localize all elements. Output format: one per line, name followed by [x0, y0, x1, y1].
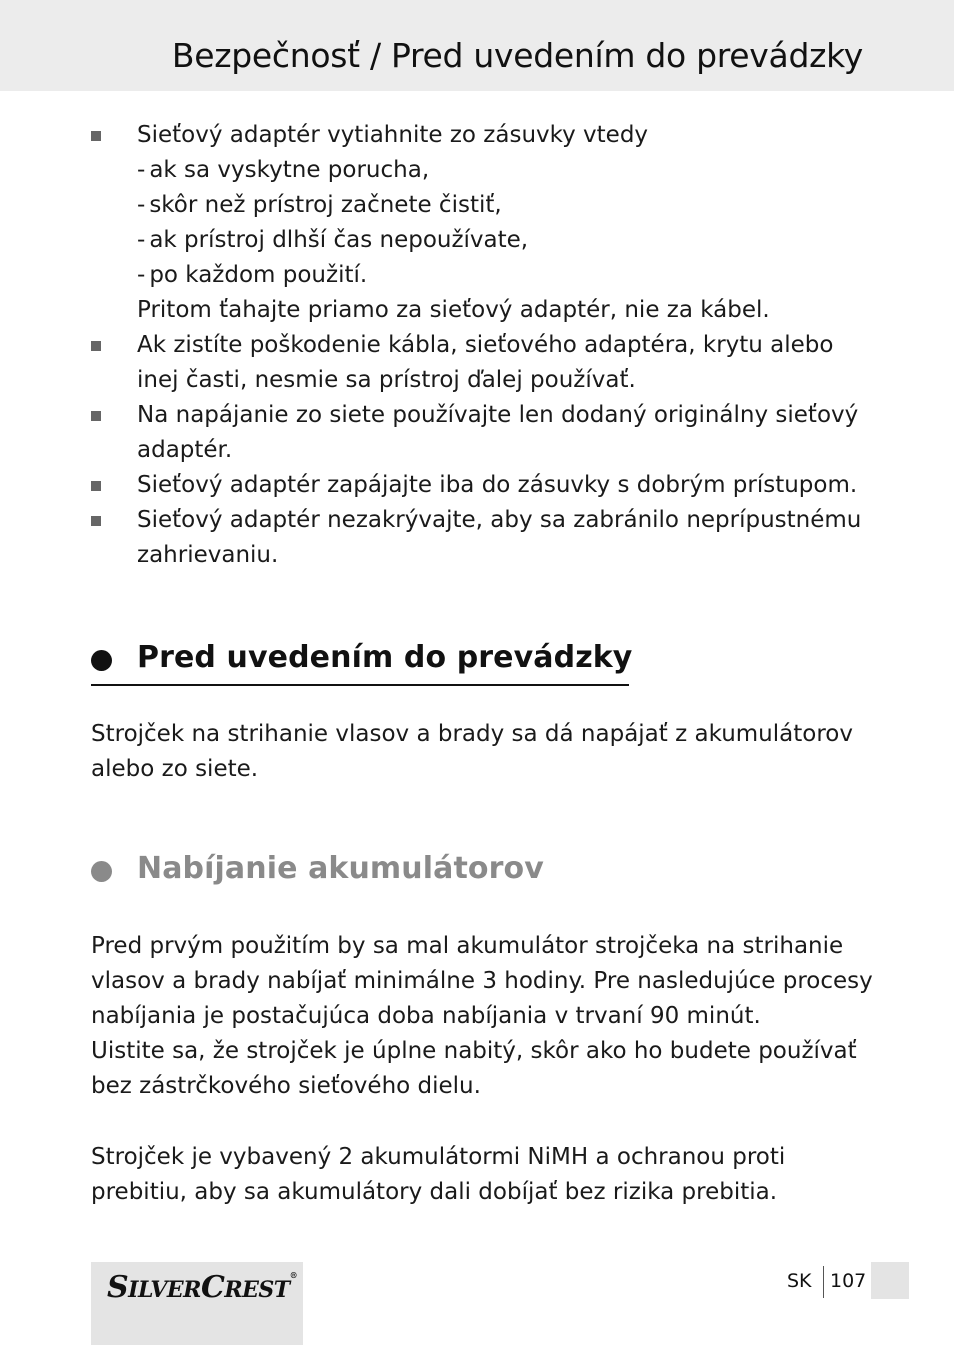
- square-bullet-icon: [91, 516, 101, 526]
- list-item: [91, 328, 871, 398]
- footer-divider: [823, 1266, 824, 1298]
- paragraph: Strojček na strihanie vlasov a brady sa dá napájať z akumulátorov alebo zo siete.: [91, 721, 853, 782]
- round-bullet-icon: [91, 861, 112, 882]
- paragraph: Strojček je vybavený 2 akumulátormi NiMH a ochranou proti prebitiu, aby sa akumulátory dali dobíjať bez rizika prebitia.: [91, 1144, 786, 1205]
- list-item: [91, 503, 871, 573]
- square-bullet-icon: [91, 481, 101, 491]
- paragraph: Pred prvým použitím by sa mal akumulátor strojčeka na strihanie vlasov a brady nabíjať minimálne 3 hodiny. Pre nasledujúce procesy nabíjania je postačujúca doba nabíjania v trvaní 90 minút.: [91, 933, 873, 1029]
- section-heading-charging: [91, 851, 544, 886]
- language-code: SK: [787, 1270, 812, 1292]
- section-title: Nabíjanie akumulátorov: [137, 851, 544, 886]
- square-bullet-icon: [91, 341, 101, 351]
- sub-item: - po každom použití.: [137, 262, 368, 288]
- list-item: [91, 468, 871, 503]
- bullet-text: Sieťový adaptér zapájajte iba do zásuvky s dobrým prístupom.: [137, 472, 858, 498]
- section-heading-commissioning: [91, 640, 632, 675]
- bullet-intro: Sieťový adaptér vytiahnite zo zásuvky vtedy: [137, 122, 649, 148]
- list-item: [91, 398, 871, 468]
- footer-tab: [871, 1262, 909, 1299]
- page-number: 107: [830, 1270, 867, 1292]
- sub-item: - skôr než prístroj začnete čistiť,: [137, 192, 502, 218]
- sub-item: - ak sa vyskytne porucha,: [137, 157, 430, 183]
- section-title: Pred uvedením do prevádzky: [137, 640, 633, 675]
- bullet-text: Na napájanie zo siete používajte len dodaný originálny sieťový adaptér.: [137, 402, 859, 463]
- header-band: [0, 0, 954, 91]
- bullet-text: Sieťový adaptér nezakrývajte, aby sa zabránilo neprípustnému zahrievaniu.: [137, 507, 862, 568]
- square-bullet-icon: [91, 131, 101, 141]
- paragraph: Uistite sa, že strojček je úplne nabitý, skôr ako ho budete používať bez zástrčkového sieťového dielu.: [91, 1038, 857, 1099]
- heading-underline: [91, 684, 629, 686]
- safety-bullet-list: [91, 118, 871, 573]
- page-title: Bezpečnosť / Pred uvedením do prevádzky: [171, 36, 863, 75]
- bullet-text: Ak zistíte poškodenie kábla, sieťového adaptéra, krytu alebo inej časti, nesmie sa prístroj ďalej používať.: [137, 332, 834, 393]
- bullet-outro: Pritom ťahajte priamo za sieťový adaptér, nie za kábel.: [137, 297, 770, 323]
- brand-logo: SILVERCREST®: [91, 1262, 303, 1345]
- square-bullet-icon: [91, 411, 101, 421]
- list-item: [91, 118, 871, 328]
- sub-item: - ak prístroj dlhší čas nepoužívate,: [137, 227, 529, 253]
- round-bullet-icon: [91, 650, 112, 671]
